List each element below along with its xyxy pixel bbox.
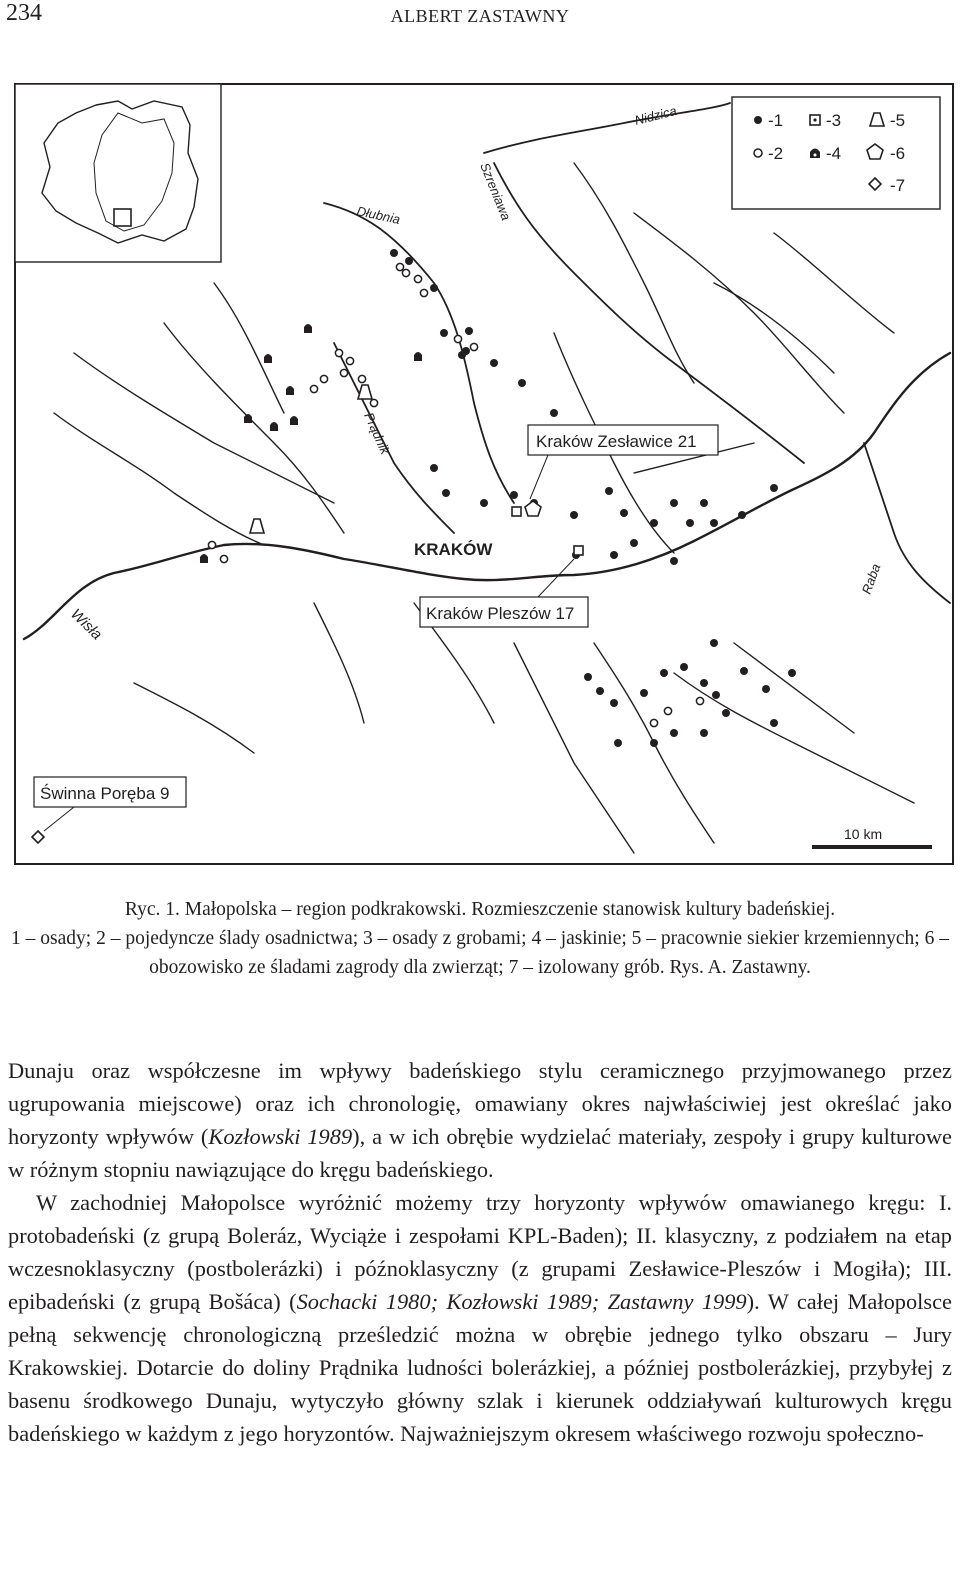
callout-label-swinna: Świnna Poręba 9 <box>40 784 170 803</box>
river-label-szreniawa: Szreniawa <box>477 160 514 223</box>
callout-label-zeslawice: Kraków Zesławice 21 <box>536 432 697 451</box>
citation-1: Kozłowski 1989 <box>208 1124 353 1149</box>
legend-code-3: -3 <box>826 111 842 130</box>
legend-code-5: -5 <box>890 111 906 130</box>
caption-line-2: 1 – osady; 2 – pojedyncze ślady osadnictwa; 3 – osady z grobami; 4 – jaskinie; 5 – pracownie siekier krzemiennych; 6 – obozowisko ze śladami zagrody dla zwierząt; 7 – izolowany grób. Rys. A. Zastawny. <box>11 928 949 978</box>
callout-label-pleszow: Kraków Pleszów 17 <box>426 604 575 623</box>
legend-code-4: -4 <box>826 144 842 163</box>
citation-2: Sochacki 1980; Kozłowski 1989; Zastawny 1999 <box>296 1289 747 1314</box>
caption-line-1: Ryc. 1. Małopolska – region podkrakowski. Rozmieszczenie stanowisk kultury badeńskiej. <box>124 899 836 920</box>
page-header <box>0 0 960 40</box>
page-number: 234 <box>6 0 42 26</box>
scale-label: 10 km <box>844 826 883 842</box>
river-label-pradnik: Prądnik <box>361 410 393 457</box>
inset-poland-map <box>15 84 221 262</box>
river-label-dlubnia: Dłubnia <box>355 203 402 228</box>
river-label-nidzica: Nidzica <box>633 103 679 128</box>
river-label-wisla: Wisła <box>67 605 106 644</box>
map-svg <box>14 83 954 865</box>
legend-box <box>732 97 940 209</box>
river-label-raba: Raba <box>858 561 884 597</box>
paragraph-1: Dunaju oraz współczesne im wpływy badeńskiego stylu ceramicznego przyjmowanego przez ugrupowania miejscowe) oraz ich chronologię, omawiany okres najwłaściwiej jest określać jako horyzonty wpływów (Kozłowski 1989), a w ich obrębie wydzielać materiały, zespoły i grupy kulturowe w różnym stopniu nawiązujące do kręgu badeńskiego. <box>8 1058 952 1182</box>
figure-caption <box>8 895 952 982</box>
city-label-krakow: KRAKÓW <box>414 540 493 559</box>
legend-code-1: -1 <box>768 111 784 130</box>
open-circle-icon <box>754 149 762 157</box>
body-text <box>8 1054 952 1450</box>
legend-code-6: -6 <box>890 144 906 163</box>
map-figure <box>14 83 954 865</box>
filled-circle-icon <box>754 116 762 124</box>
legend-code-2: -2 <box>768 144 784 163</box>
paragraph-2: W zachodniej Małopolsce wyróżnić możemy trzy horyzonty wpływów omawianego kręgu: I. protobadeński (z grupą Boleráz, Wyciąże i zespołami KPL-Baden); II. klasyczny, z podziałem na etap wczesnoklasyczny (postbolerázki) i późnoklasyczny (z grupami Zesławice-Pleszów i Mogiła); III. epibadeński (z grupą Bošáca) (Sochacki 1980; Kozłowski 1989; Zastawny 1999). W całej Małopolsce pełną sekwencję chronologiczną prześledzić można w obrębie jednego tylko obszaru – Jury Krakowskiej. Dotarcie do doliny Prądnika ludności bolerázkiej, a później postbolerázkiej, przybyłej z basenu środkowego Dunaju, wytyczyło główny szlak i kierunek oddziaływań kulturowych kręgu badeńskiego w każdym z jego horyzontów. Najważniejszym okresem właściwego rozwoju społeczno- <box>8 1190 952 1446</box>
running-head: ALBERT ZASTAWNY <box>390 6 570 26</box>
legend-code-7: -7 <box>890 176 906 195</box>
